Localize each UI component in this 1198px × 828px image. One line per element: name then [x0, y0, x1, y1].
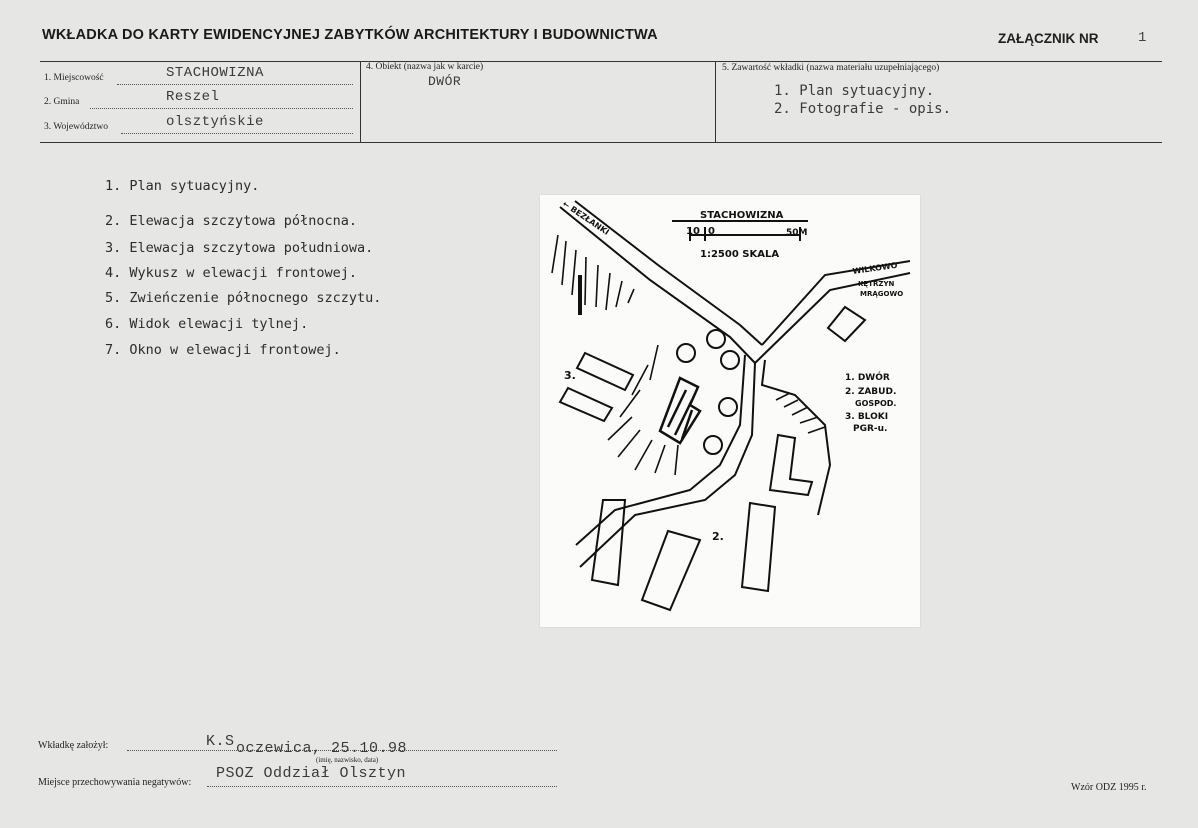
annex-number: 1 [1138, 30, 1147, 46]
list-item: 6. Widok elewacji tylnej. [105, 316, 309, 332]
annex-label: ZAŁĄCZNIK NR [998, 31, 1099, 46]
created-by-hint: (imię, nazwisko, data) [316, 756, 379, 764]
legend-item: PGR-u. [853, 424, 888, 434]
tree [704, 436, 722, 454]
map-title: STACHOWIZNA [700, 210, 784, 221]
voivodeship-label: 3. Województwo [44, 122, 108, 132]
header-divider-2 [715, 61, 716, 142]
scale-start: 10 [686, 226, 700, 237]
manor-house [660, 378, 700, 443]
site-plan-drawing [540, 195, 920, 627]
contents-item-2: 2. Fotografie - opis. [774, 101, 952, 117]
storage-label: Miejsce przechowywania negatywów: [38, 777, 192, 788]
list-item: 5. Zwieńczenie północnego szczytu. [105, 290, 382, 306]
created-by-label: Wkładkę założył: [38, 740, 109, 751]
list-item: 2. Elewacja szczytowa północna. [105, 213, 357, 229]
legend-item: 1. DWÓR [845, 373, 890, 383]
map-label-3: 3. [564, 369, 576, 382]
farm-building-4 [770, 435, 812, 495]
header-divider-1 [360, 61, 361, 142]
locality-dots [117, 84, 353, 85]
block-building-1 [577, 353, 633, 390]
contents-label: 5. Zawartość wkładki (nazwa materiału uzupełniającego) [722, 63, 940, 73]
road-label-right-3: MRĄGOWO [860, 290, 904, 298]
list-item: 1. Plan sytuacyjny. [105, 178, 260, 194]
object-label: 4. Obiekt (nazwa jak w karcie) [366, 62, 484, 72]
list-item: 7. Okno w elewacji frontowej. [105, 342, 341, 358]
created-by-value-1: K.S [206, 733, 235, 750]
road-label-left: ← BEZŁANKI [560, 199, 611, 237]
storage-value: PSOZ Oddział Olsztyn [216, 765, 407, 782]
object-value: DWÓR [428, 74, 462, 89]
scale-zero: 0 [708, 226, 715, 237]
header-top-rule [40, 61, 1162, 62]
voivodeship-value: olsztyńskie [166, 114, 264, 130]
shed-building [828, 307, 865, 341]
header-bottom-rule [40, 142, 1162, 143]
tree [721, 351, 739, 369]
scale-text: 1:2500 SKALA [700, 249, 780, 260]
commune-value: Reszel [166, 89, 220, 105]
scale-end: 50M [786, 228, 808, 238]
farm-building-2 [642, 531, 700, 610]
site-plan-sketch [540, 195, 920, 627]
commune-label: 2. Gmina [44, 97, 80, 107]
tree [677, 344, 695, 362]
legend-item: GOSPOD. [855, 399, 897, 408]
locality-value: STACHOWIZNA [166, 65, 264, 81]
tree [707, 330, 725, 348]
storage-dots [207, 786, 557, 787]
form-version: Wzór ODZ 1995 r. [1071, 782, 1147, 793]
map-label-2: 2. [712, 530, 724, 543]
form-title: WKŁADKA DO KARTY EWIDENCYJNEJ ZABYTKÓW ARCHITEKTURY I BUDOWNICTWA [42, 27, 658, 43]
road-left-edge-2 [575, 201, 762, 345]
farm-building-1 [592, 500, 625, 585]
voivodeship-dots [121, 133, 353, 134]
commune-dots [90, 108, 353, 109]
road-down-edge-1 [580, 363, 755, 567]
legend-item: 2. ZABUD. [845, 387, 897, 397]
road-label-right-2: KĘTRZYN [858, 280, 895, 288]
road-right-edge-2 [762, 261, 910, 345]
list-item: 4. Wykusz w elewacji frontowej. [105, 265, 357, 281]
contents-item-1: 1. Plan sytuacyjny. [774, 83, 935, 99]
list-item: 3. Elewacja szczytowa południowa. [105, 240, 374, 256]
farm-building-3 [742, 503, 775, 591]
created-by-value-2: oczewica, 25.10.98 [236, 740, 408, 757]
block-building-2 [560, 388, 612, 421]
legend-item: 3. BLOKI [845, 412, 889, 422]
road-label-right-1: WILKOWO [852, 260, 899, 276]
tree [719, 398, 737, 416]
locality-label: 1. Miejscowość [44, 73, 104, 83]
